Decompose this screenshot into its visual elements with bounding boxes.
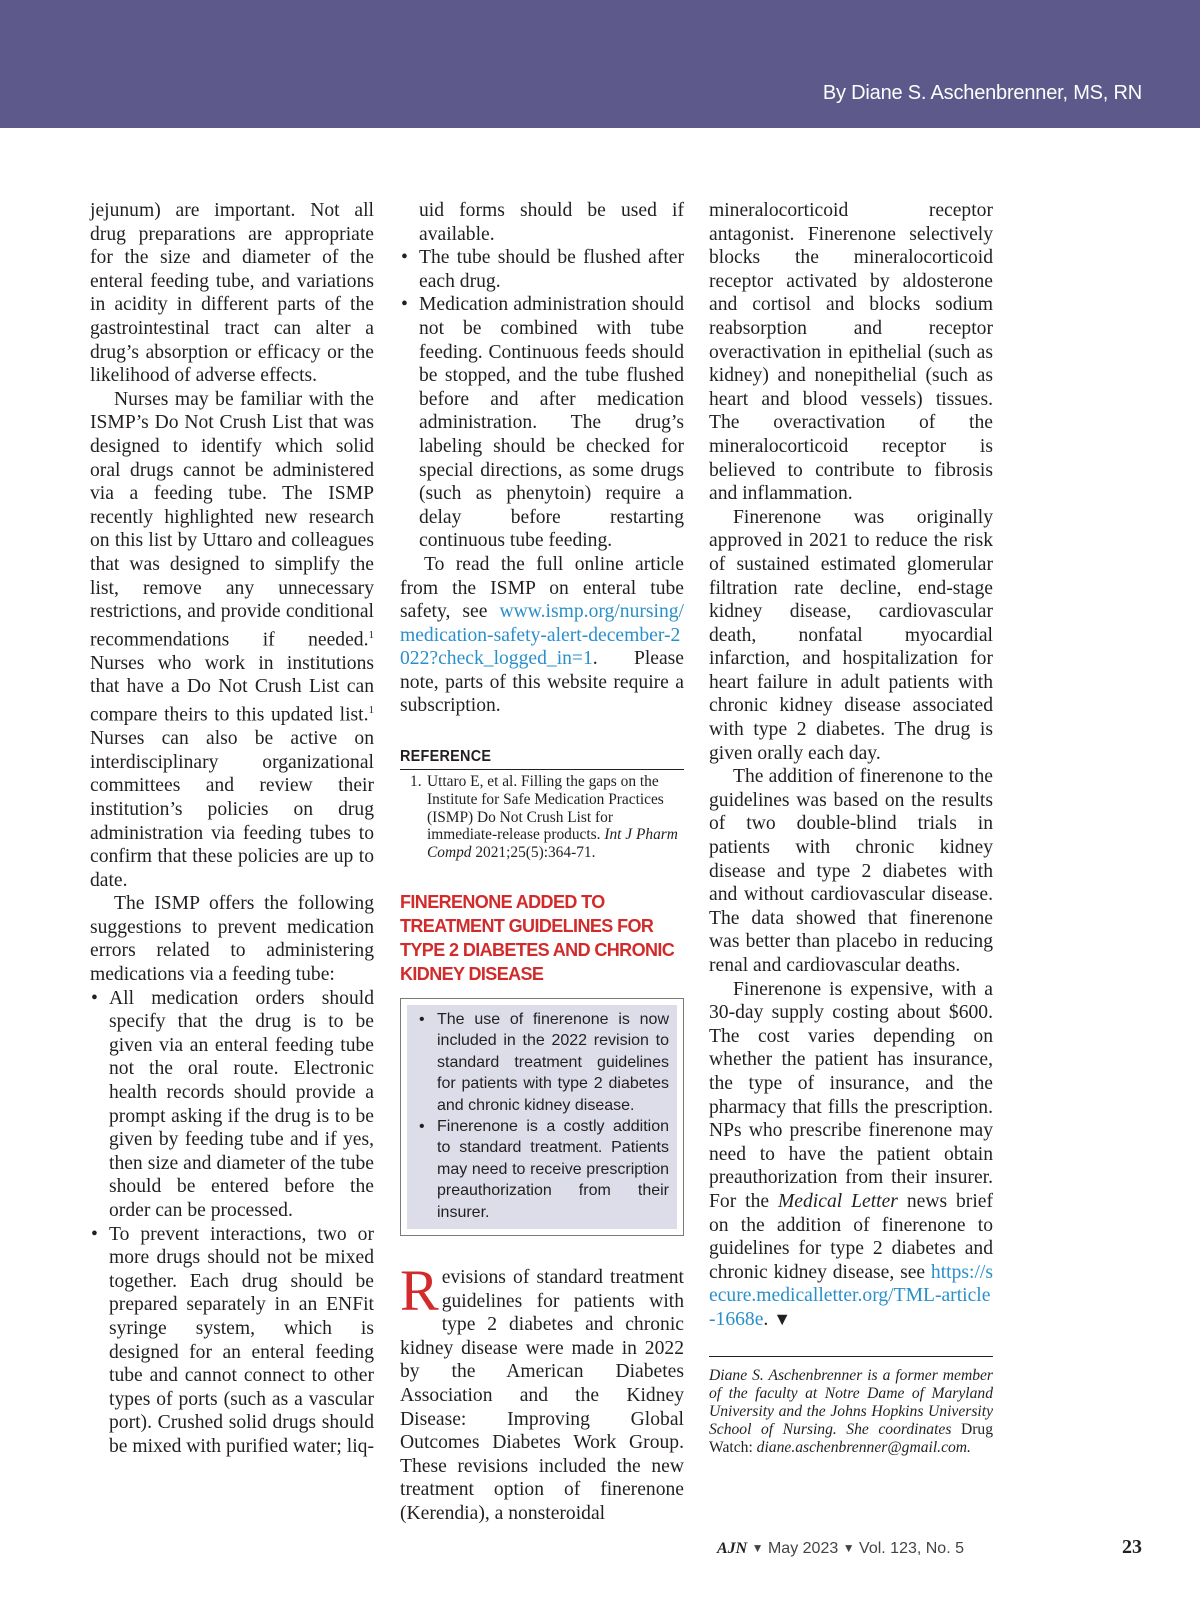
- summary-item: • The use of finerenone is now included in the 2022 revision to standard treatment guidelines for patients with type 2 diabetes and chronic kidney disease.: [413, 1009, 669, 1116]
- byline: By Diane S. Aschenbrenner, MS, RN: [822, 82, 1142, 104]
- reference-journal: Int J Pharm Compd: [427, 826, 678, 862]
- reference-divider: [400, 769, 684, 770]
- header-band: [0, 0, 1200, 128]
- column-3: [709, 199, 993, 1457]
- summary-item: • Finerenone is a costly addition to standard treatment. Patients may need to receive prescription preauthorization from their insurer.: [413, 1116, 669, 1223]
- publication-title: Medical Letter: [777, 1190, 898, 1212]
- column-1: [90, 199, 374, 1459]
- separator-icon: ▼: [751, 1541, 764, 1555]
- author-email: diane.aschenbrenner@gmail.com.: [752, 1438, 971, 1456]
- ismp-link[interactable]: www.ismp.org/nursing/medication-safety-alert-december-2022?check_logged_in=1: [400, 601, 684, 670]
- list-item-continuation: uid forms should be used if available.: [419, 200, 684, 245]
- paragraph: [400, 553, 684, 718]
- drop-cap: R: [400, 1258, 439, 1324]
- intro-paragraph: [400, 1258, 684, 1526]
- suggestion-list: [90, 987, 374, 1459]
- paragraph-text: Nurses who work in institutions that have a Do Not Crush List can compare theirs to this updated list.: [90, 652, 374, 726]
- suggestion-list: [400, 246, 684, 553]
- reference-entry: [400, 773, 684, 862]
- paragraph-text: To read the full online article from the ISMP on enteral tube safety, see: [400, 553, 684, 623]
- volume-info: Vol. 123, No. 5: [859, 1540, 964, 1557]
- paragraph-text: Nurses may be familiar with the ISMP’s Do Not Crush List that was designed to identify which solid oral drugs cannot be administered via a feeding tube. The ISMP recently highlighted new research on this list by Uttaro and colleagues that was designed to simplify the list, remove any unnecessary restrictions, and provide conditional recommendations if needed.: [90, 388, 374, 651]
- paragraph: jejunum) are important. Not all drug preparations are appropriate for the size and diameter of the enteral feeding tube, and variations in acidity in different parts of the gastrointestinal tract can alter a drug’s absorption or efficacy or the likelihood of adverse effects.: [90, 200, 374, 387]
- paragraph: [709, 978, 993, 1332]
- page-number: 23: [1122, 1536, 1142, 1558]
- paragraph-text: news brief on the addition of finerenone to guidelines for type 2 diabetes and chronic kidney disease, see: [709, 1190, 993, 1283]
- paragraph: Finerenone was originally approved in 2021 to reduce the risk of sustained estimated glomerular filtration rate decline, end-stage kidney disease, cardiovascular death, nonfatal myocardial infarction, and hospitalization for heart failure in adult patients with chronic kidney disease associated with type 2 diabetes. The drug is given orally each day.: [709, 506, 993, 764]
- column-2: [400, 199, 684, 1526]
- paragraph-text: . Please note, parts of this website require a subscription.: [400, 648, 684, 717]
- paragraph-text: .: [763, 1308, 769, 1330]
- issue-date: May 2023: [767, 1540, 839, 1557]
- paragraph-text: Nurses can also be active on interdisciplinary organizational committees and review their institution’s policies on drug administration via feeding tubes to confirm that these policies are up to date.: [90, 728, 374, 891]
- citation-superscript: 1: [368, 628, 374, 641]
- list-item: • All medication orders should specify that the drug is to be given via an enteral feeding tube not the oral route. Electronic health records should provide a prompt asking if the drug is to be given by feeding tube and if yes, then size and diameter of the tube should be entered before the order can be processed.: [90, 987, 374, 1223]
- author-bio: [709, 1356, 993, 1457]
- list-item: • To prevent interactions, two or more drugs should not be mixed together. Each drug should be prepared separately in an ENFit syringe system, which is designed for an enteral feeding tube and cannot connect to other types of ports (such as a vascular port). Crushed solid drugs should be mixed with purified water; liq-: [90, 1223, 374, 1459]
- paragraph: The ISMP offers the following suggestions to prevent medication errors related to administering medications via a feeding tube:: [90, 893, 374, 986]
- paragraph: [90, 388, 374, 893]
- bio-text: Diane S. Aschenbrenner is a former member of the faculty at Notre Dame of Maryland University and the Johns Hopkins University School of Nursing. She coordinates: [709, 1366, 993, 1438]
- medical-letter-link[interactable]: https://secure.medicalletter.org/TML-article-1668e: [709, 1261, 993, 1330]
- paragraph-text: evisions of standard treatment guidelines for patients with type 2 diabetes and chronic kidney disease were made in 2022 by the American Diabetes Association and the Kidney Disease: Improving Global Outcomes Diabetes Work Group. These revisions included the new treatment option of finerenone (Kerendia), a nonsteroidal: [400, 1267, 684, 1525]
- column-name: Drug Watch:: [709, 1420, 993, 1456]
- list-item: • The tube should be flushed after each drug.: [400, 246, 684, 293]
- end-of-article-icon: ▼: [773, 1308, 792, 1329]
- reference-year: 2021;25(5):364-71.: [471, 844, 596, 862]
- summary-list: [413, 1009, 669, 1223]
- separator-icon: ▼: [842, 1541, 855, 1555]
- paragraph: mineralocorticoid receptor antagonist. Finerenone selectively blocks the mineralocorticoid receptor activated by aldosterone and cortisol and blocks sodium reabsorption and receptor overactivation in epithelial (such as kidney) and nonepithelial (such as heart and blood vessels) tissues. The overactivation of the mineralocorticoid receptor is believed to contribute to fibrosis and inflammation.: [709, 200, 993, 505]
- journal-name: AJN: [716, 1540, 748, 1557]
- reference-heading: REFERENCE: [400, 748, 492, 766]
- citation-superscript: 1: [368, 704, 374, 716]
- list-item: • Medication administration should not be combined with tube feeding. Continuous feeds should be stopped, and the tube flushed before and after medication administration. The drug’s labeling should be checked for special directions, as some drugs (such as phenytoin) require a delay before restarting continuous tube feeding.: [400, 293, 684, 553]
- summary-box-inner: [407, 1005, 677, 1229]
- reference-number: 1.: [410, 773, 422, 791]
- paragraph-text: Finerenone is expensive, with a 30-day supply costing about $600. The cost varies depending on whether the patient has insurance, the type of insurance, and the pharmacy that fills the prescription. NPs who prescribe finerenone may need to have the patient obtain preauthorization from their insurer. For the: [709, 978, 993, 1212]
- summary-box: [400, 998, 684, 1236]
- reference-text: Uttaro E, et al. Filling the gaps on the Institute for Safe Medication Practices (ISMP) Do Not Crush List for immediate-release products.: [427, 773, 664, 844]
- paragraph: The addition of finerenone to the guidelines was based on the results of two double-blind trials in patients with chronic kidney disease and type 2 diabetes with and without cardiovascular disease. The data showed that finerenone was better than placebo in reducing renal and cardiovascular deaths.: [709, 766, 993, 976]
- sidebar-heading: FINERENONE ADDED TO TREATMENT GUIDELINES FOR TYPE 2 DIABETES AND CHRONIC KIDNEY DISEASE: [400, 892, 675, 985]
- footer: [717, 1540, 964, 1558]
